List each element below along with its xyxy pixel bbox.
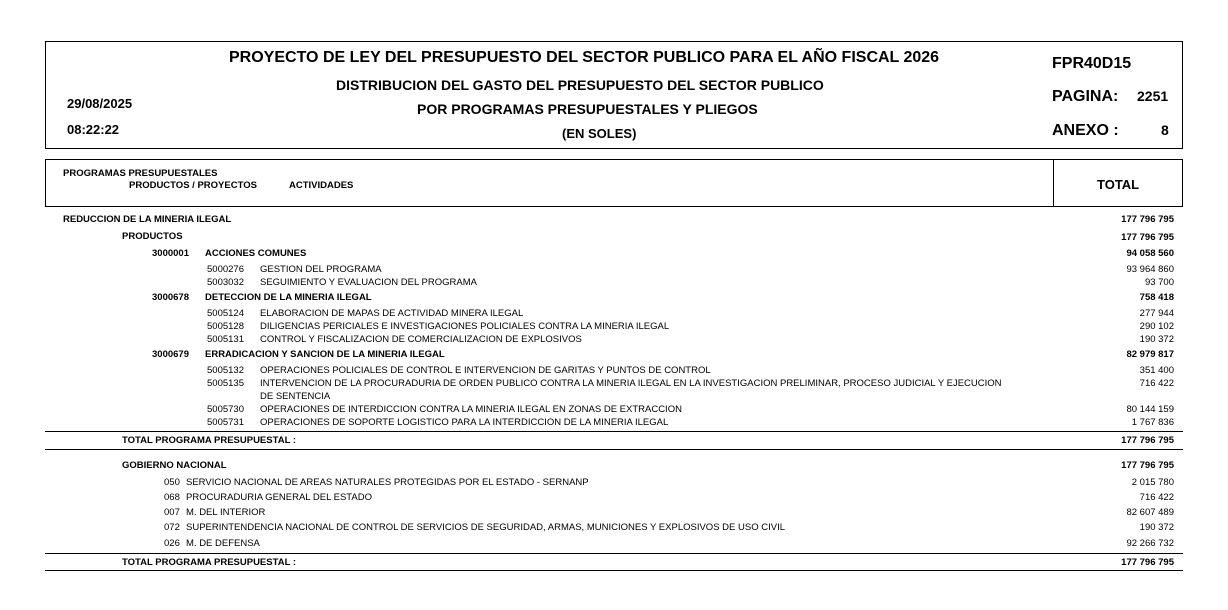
pliego-name: SERVICIO NACIONAL DE AREAS NATURALES PROTEGIDAS POR EL ESTADO - SERNANP xyxy=(186,477,589,488)
pliego-code: 026 xyxy=(164,538,180,549)
col-programas: PROGRAMAS PRESUPUESTALES xyxy=(63,168,218,179)
activity-name: SEGUIMIENTO Y EVALUACION DEL PROGRAMA xyxy=(260,277,477,288)
product-name: DETECCION DE LA MINERIA ILEGAL xyxy=(205,292,372,303)
activity-name: OPERACIONES DE SOPORTE LOGISTICO PARA LA INTERDICCION DE LA MINERIA ILEGAL xyxy=(260,417,669,428)
activity-value: 290 102 xyxy=(1139,321,1174,332)
anexo-label: ANEXO : xyxy=(1052,122,1119,139)
program-total: 177 796 795 xyxy=(1121,214,1174,225)
activity-code: 5005132 xyxy=(207,365,244,376)
activity-name: DILIGENCIAS PERICIALES E INVESTIGACIONES POLICIALES CONTRA LA MINERIA ILEGAL xyxy=(260,321,670,332)
pliego-code: 007 xyxy=(164,507,180,518)
pliego-value: 92 266 732 xyxy=(1126,538,1174,549)
gobierno-total-label: TOTAL PROGRAMA PRESUPUESTAL : xyxy=(122,557,297,568)
activity-name: GESTION DEL PROGRAMA xyxy=(260,264,382,275)
activity-value: 716 422 xyxy=(1139,378,1174,389)
report-date: 29/08/2025 xyxy=(67,96,133,111)
pliego-code: 068 xyxy=(164,492,180,503)
pliego-name: PROCURADURIA GENERAL DEL ESTADO xyxy=(186,492,372,503)
report-time: 08:22:22 xyxy=(67,122,120,137)
activity-value: 277 944 xyxy=(1139,308,1174,319)
product-name: ERRADICACION Y SANCION DE LA MINERIA ILEGAL xyxy=(205,349,445,360)
product-code: 3000678 xyxy=(152,292,189,303)
activity-name: OPERACIONES DE INTERDICCION CONTRA LA MINERIA ILEGAL EN ZONAS DE EXTRACCION xyxy=(260,404,682,415)
product-total: 82 979 817 xyxy=(1126,349,1174,360)
productos-total: 177 796 795 xyxy=(1121,232,1174,243)
program-total-value: 177 796 795 xyxy=(1121,435,1174,446)
product-name: ACCIONES COMUNES xyxy=(205,248,307,259)
activity-value: 93 700 xyxy=(1144,277,1174,288)
productos-label: PRODUCTOS xyxy=(122,231,183,242)
pliego-name: M. DE DEFENSA xyxy=(186,538,260,549)
activity-value: 351 400 xyxy=(1139,365,1174,376)
product-total: 758 418 xyxy=(1139,292,1174,303)
activity-value: 1 767 836 xyxy=(1131,417,1174,428)
pliego-code: 072 xyxy=(164,522,180,533)
col-productos: PRODUCTOS / PROYECTOS xyxy=(129,180,257,191)
activity-name-continued: DE SENTENCIA xyxy=(260,391,331,402)
activity-name: ELABORACION DE MAPAS DE ACTIVIDAD MINERA ILEGAL xyxy=(260,308,524,319)
product-total: 94 058 560 xyxy=(1126,248,1174,259)
program-name: REDUCCION DE LA MINERIA ILEGAL xyxy=(63,214,232,225)
pagina-value: 2251 xyxy=(1137,88,1169,104)
gobierno-label: GOBIERNO NACIONAL xyxy=(122,460,227,471)
activity-code: 5003032 xyxy=(207,277,244,288)
activity-name: INTERVENCION DE LA PROCURADURIA DE ORDEN PUBLICO CONTRA LA MINERIA ILEGAL EN LA INVESTIGACION PRELIMINAR, PROCESO JUDICIAL Y EJECUCION xyxy=(260,378,1002,389)
col-actividades: ACTIVIDADES xyxy=(289,180,354,191)
activity-code: 5005128 xyxy=(207,321,244,332)
report-subtitle-2: POR PROGRAMAS PRESUPUESTALES Y PLIEGOS xyxy=(417,101,758,117)
program-total-label: TOTAL PROGRAMA PRESUPUESTAL : xyxy=(122,435,297,446)
activity-code: 5005731 xyxy=(207,417,244,428)
pliego-code: 050 xyxy=(164,477,180,488)
column-divider xyxy=(1053,159,1054,207)
activity-value: 190 372 xyxy=(1139,334,1174,345)
activity-value: 80 144 159 xyxy=(1126,404,1174,415)
pliego-value: 716 422 xyxy=(1139,492,1174,503)
activity-value: 93 964 860 xyxy=(1126,264,1174,275)
product-code: 3000679 xyxy=(152,349,189,360)
pliego-value: 190 372 xyxy=(1139,522,1174,533)
pliego-name: M. DEL INTERIOR xyxy=(186,507,266,518)
report-subtitle-3: (EN SOLES) xyxy=(562,126,637,141)
pliego-name: SUPERINTENDENCIA NACIONAL DE CONTROL DE SERVICIOS DE SEGURIDAD, ARMAS, MUNICIONES Y EXPLOSIVOS DE USO CIVIL xyxy=(186,522,785,533)
pagina-label: PAGINA: xyxy=(1052,88,1119,105)
pliego-value: 82 607 489 xyxy=(1126,507,1174,518)
activity-name: CONTROL Y FISCALIZACION DE COMERCIALIZACION DE EXPLOSIVOS xyxy=(260,334,582,345)
activity-code: 5005124 xyxy=(207,308,244,319)
gobierno-total: 177 796 795 xyxy=(1121,460,1174,471)
col-total: TOTAL xyxy=(1097,177,1140,192)
divider-line xyxy=(45,570,1183,571)
report-title: PROYECTO DE LEY DEL PRESUPUESTO DEL SECTOR PUBLICO PARA EL AÑO FISCAL 2026 xyxy=(229,49,940,66)
activity-name: OPERACIONES POLICIALES DE CONTROL E INTERVENCION DE GARITAS Y PUNTOS DE CONTROL xyxy=(260,365,711,376)
pliego-value: 2 015 780 xyxy=(1131,477,1174,488)
activity-code: 5000276 xyxy=(207,264,244,275)
product-code: 3000001 xyxy=(152,248,189,259)
report-subtitle-1: DISTRIBUCION DEL GASTO DEL PRESUPUESTO DEL SECTOR PUBLICO xyxy=(336,77,824,93)
divider-line xyxy=(45,431,1183,432)
divider-line xyxy=(45,553,1183,554)
activity-code: 5005131 xyxy=(207,334,244,345)
anexo-value: 8 xyxy=(1161,122,1169,138)
activity-code: 5005730 xyxy=(207,404,244,415)
activity-code: 5005135 xyxy=(207,378,244,389)
gobierno-total-value: 177 796 795 xyxy=(1121,557,1174,568)
divider-line xyxy=(45,449,1183,450)
report-code: FPR40D15 xyxy=(1052,55,1132,72)
